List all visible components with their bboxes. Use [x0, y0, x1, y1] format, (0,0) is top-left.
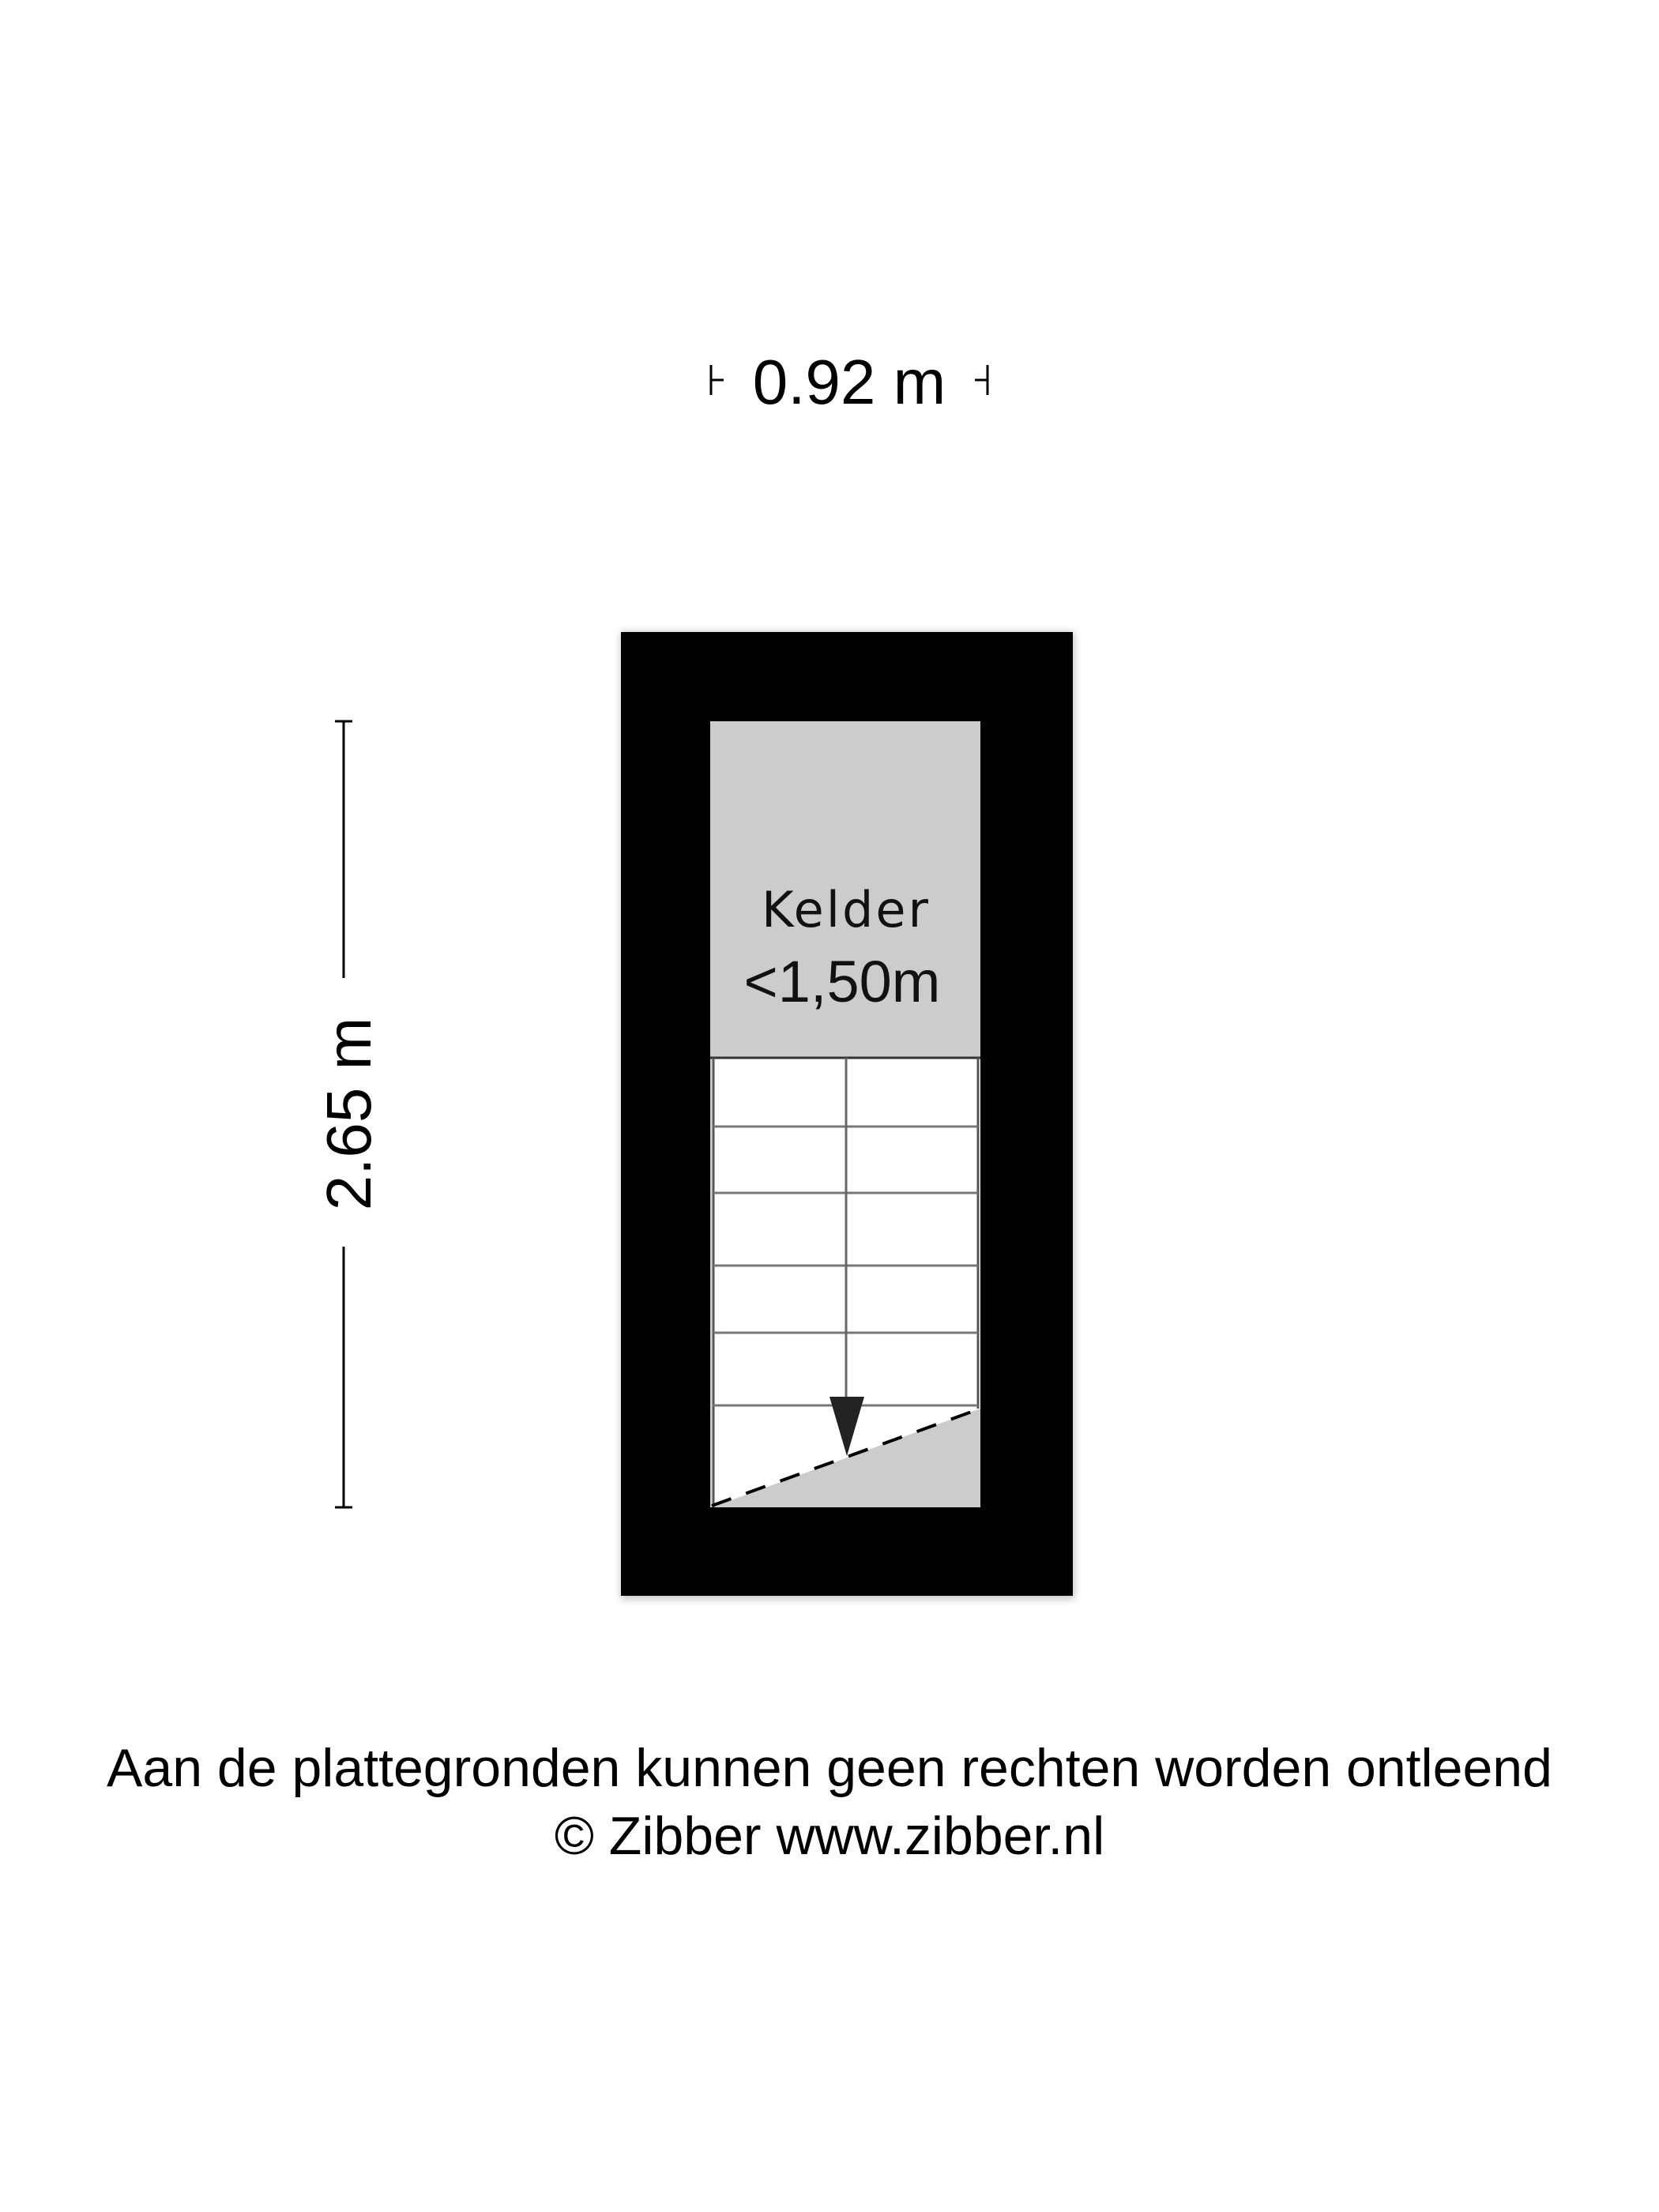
width-label: 0.92 m [752, 347, 946, 417]
height-label: 2.65 m [314, 1017, 384, 1211]
width-dimension [711, 347, 988, 417]
height-dimension [314, 721, 384, 1507]
room-name: Kelder [762, 881, 931, 939]
footer-disclaimer [0, 1734, 1659, 1870]
disclaimer-text: Aan de plattegronden kunnen geen rechten worden ontleend [107, 1738, 1552, 1798]
room-height-note: <1,50m [743, 949, 941, 1014]
copyright-text: © Zibber www.zibber.nl [554, 1806, 1105, 1866]
